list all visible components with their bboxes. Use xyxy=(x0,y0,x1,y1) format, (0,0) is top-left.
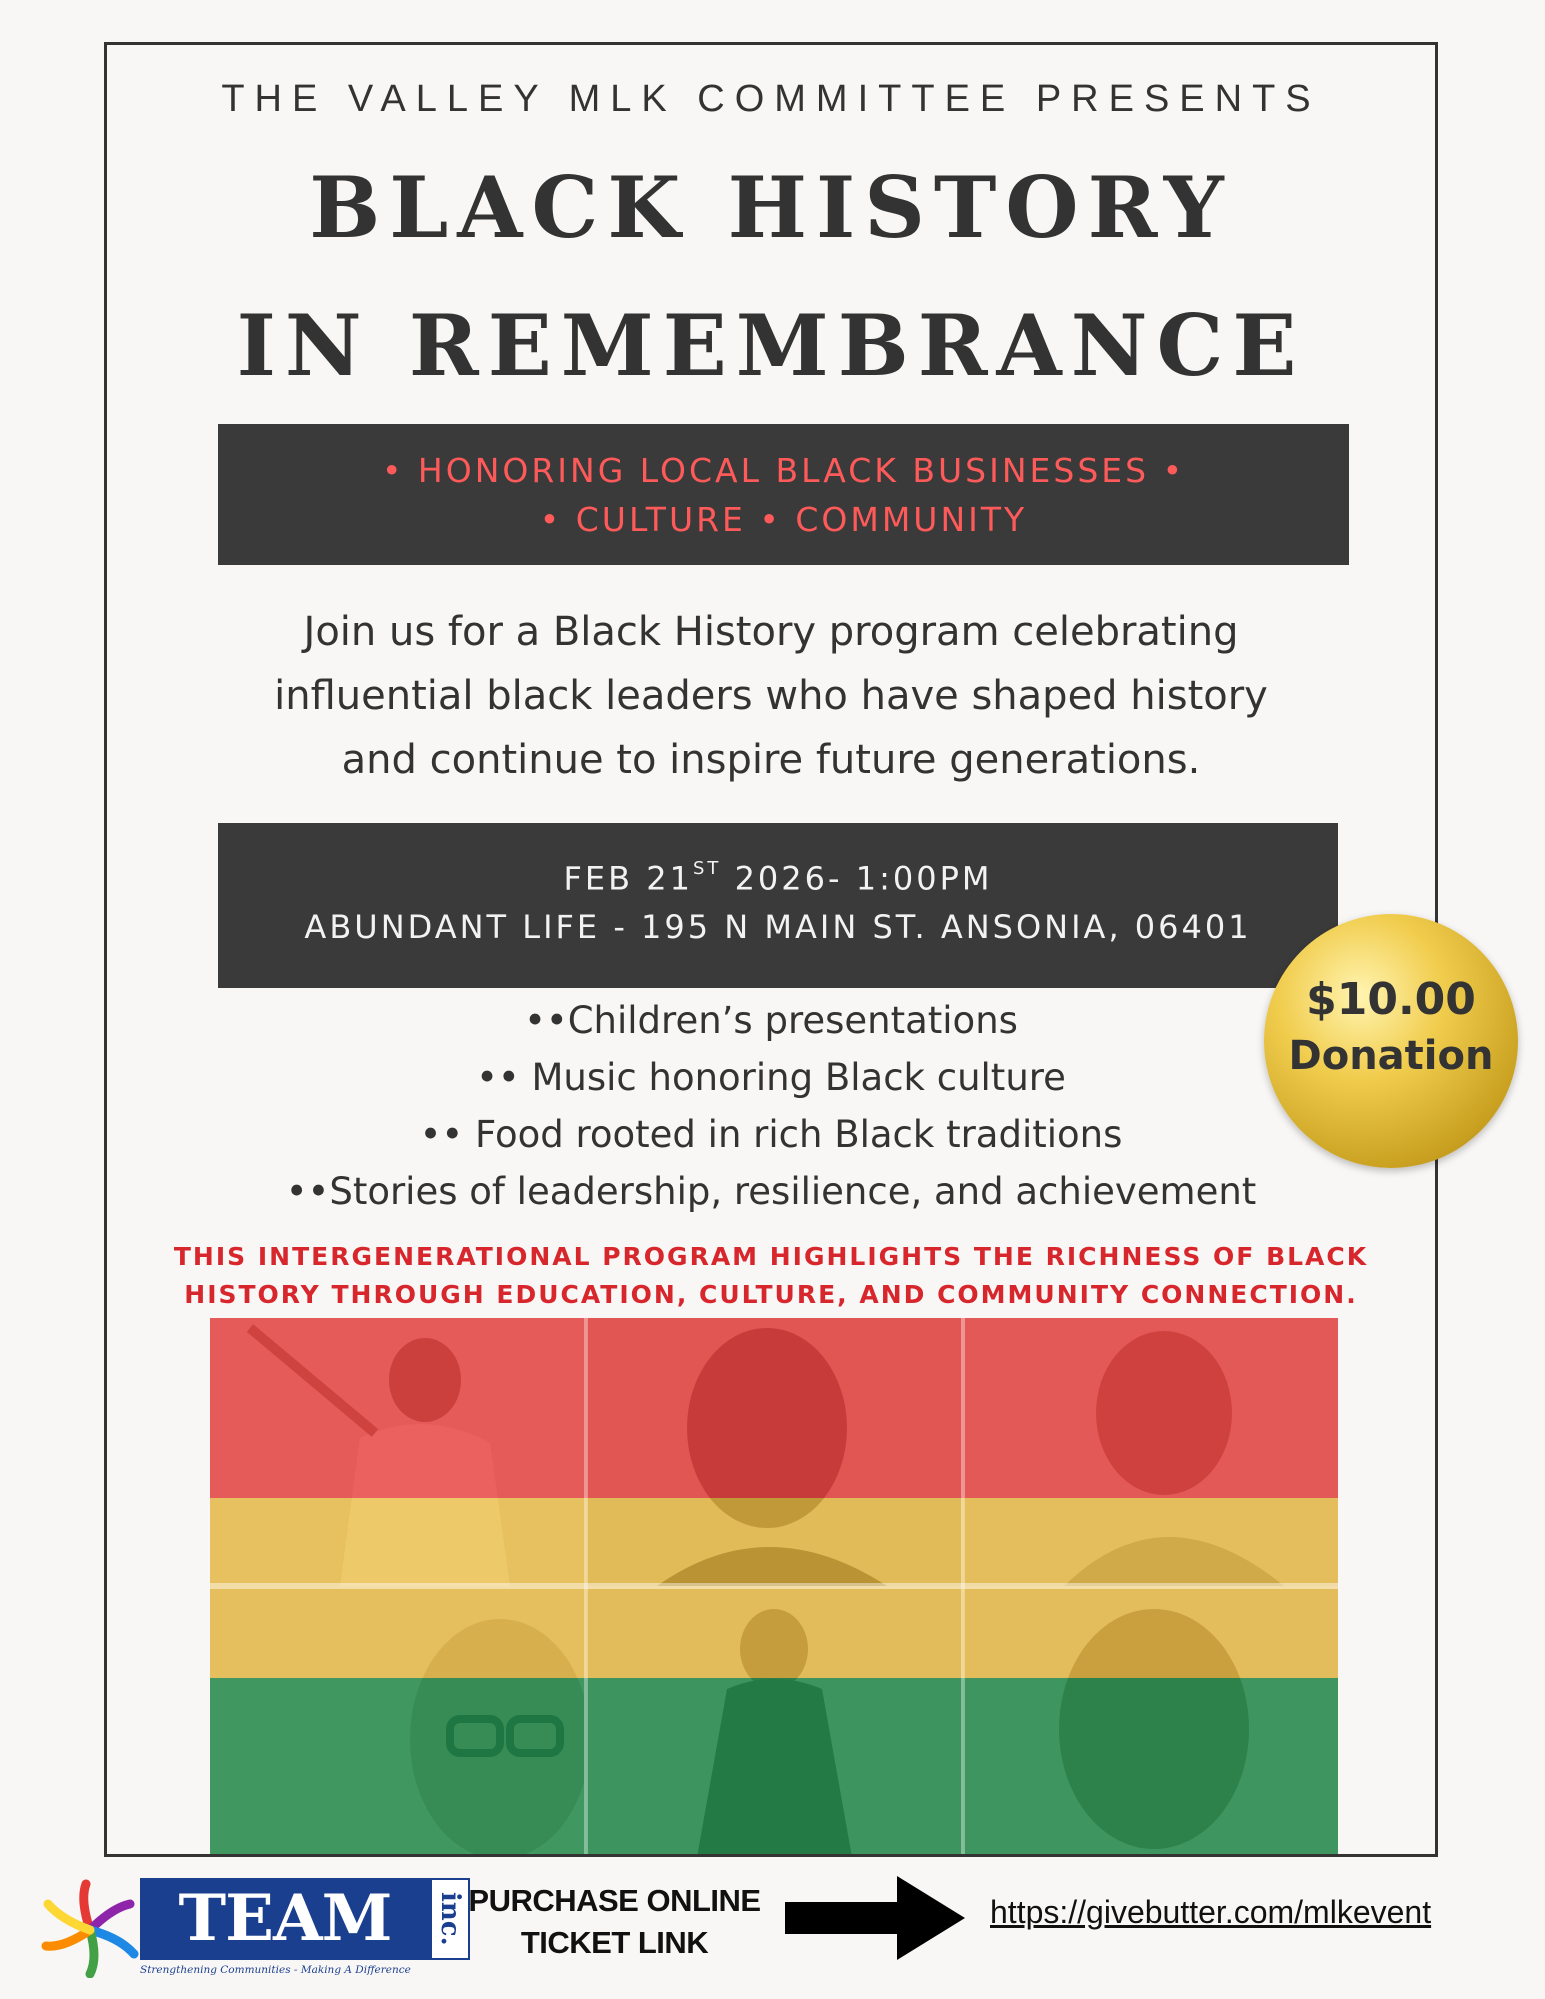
event-date xyxy=(218,849,1338,903)
red-band xyxy=(210,1318,1338,1498)
purchase-line-2: TICKET LINK xyxy=(520,1925,709,1960)
highlight-item: •• Food rooted in rich Black traditions xyxy=(419,1113,1123,1156)
team-inc-logo xyxy=(38,1870,465,1982)
intro-text xyxy=(104,600,1438,792)
event-date-time: 2026- 1:00PM xyxy=(721,859,993,898)
purchase-line-1: PURCHASE ONLINE xyxy=(468,1883,761,1918)
event-date-day: FEB 21 xyxy=(563,859,693,898)
donation-amount: $10.00 xyxy=(1306,974,1476,1025)
program-tagline xyxy=(104,1238,1438,1314)
event-banner xyxy=(218,823,1338,988)
footer xyxy=(0,1860,1545,1999)
team-logo-inc: inc. xyxy=(430,1878,470,1960)
event-date-ordinal: ST xyxy=(692,858,722,879)
highlight-item: ••Stories of leadership, resilience, and achievement xyxy=(285,1170,1257,1213)
team-swirl-icon xyxy=(38,1878,142,1978)
honor-line-2: • CULTURE • COMMUNITY xyxy=(539,500,1028,539)
purchase-label xyxy=(452,1880,777,1964)
highlights-list xyxy=(104,992,1438,1220)
presenter-line: THE VALLEY MLK COMMITTEE PRESENTS xyxy=(221,78,1321,120)
intro-line-1: Join us for a Black History program celebrating xyxy=(303,609,1239,655)
title-line-1: BLACK HISTORY xyxy=(309,158,1233,257)
highlight-item: ••Children’s presentations xyxy=(524,999,1018,1042)
tagline-line-1: THIS INTERGENERATIONAL PROGRAM HIGHLIGHTS THE RICHNESS OF BLACK xyxy=(173,1242,1369,1271)
event-location: ABUNDANT LIFE - 195 N MAIN ST. ANSONIA, 06401 xyxy=(304,907,1252,946)
title-line-2: IN REMEMBRANCE xyxy=(236,296,1306,395)
team-logo-text: TEAM xyxy=(140,1878,430,1960)
honor-banner xyxy=(218,424,1349,565)
donation-label: Donation xyxy=(1288,1033,1494,1079)
ticket-link[interactable]: https://givebutter.com/mlkevent xyxy=(990,1894,1432,1930)
leaders-photo-collage xyxy=(210,1318,1338,1854)
green-band xyxy=(210,1678,1338,1854)
team-logo-slogan: Strengthening Communities - Making A Difference xyxy=(140,1964,411,1976)
intro-line-3: and continue to inspire future generations. xyxy=(341,737,1201,783)
honor-line-1: • HONORING LOCAL BLACK BUSINESSES • xyxy=(381,451,1186,490)
intro-line-2: influential black leaders who have shaped history xyxy=(274,673,1268,719)
highlight-item: •• Music honoring Black culture xyxy=(476,1056,1066,1099)
right-arrow-icon xyxy=(785,1876,965,1960)
collage-divider xyxy=(210,1583,1338,1589)
tagline-line-2: HISTORY THROUGH EDUCATION, CULTURE, AND COMMUNITY CONNECTION. xyxy=(184,1280,1358,1309)
